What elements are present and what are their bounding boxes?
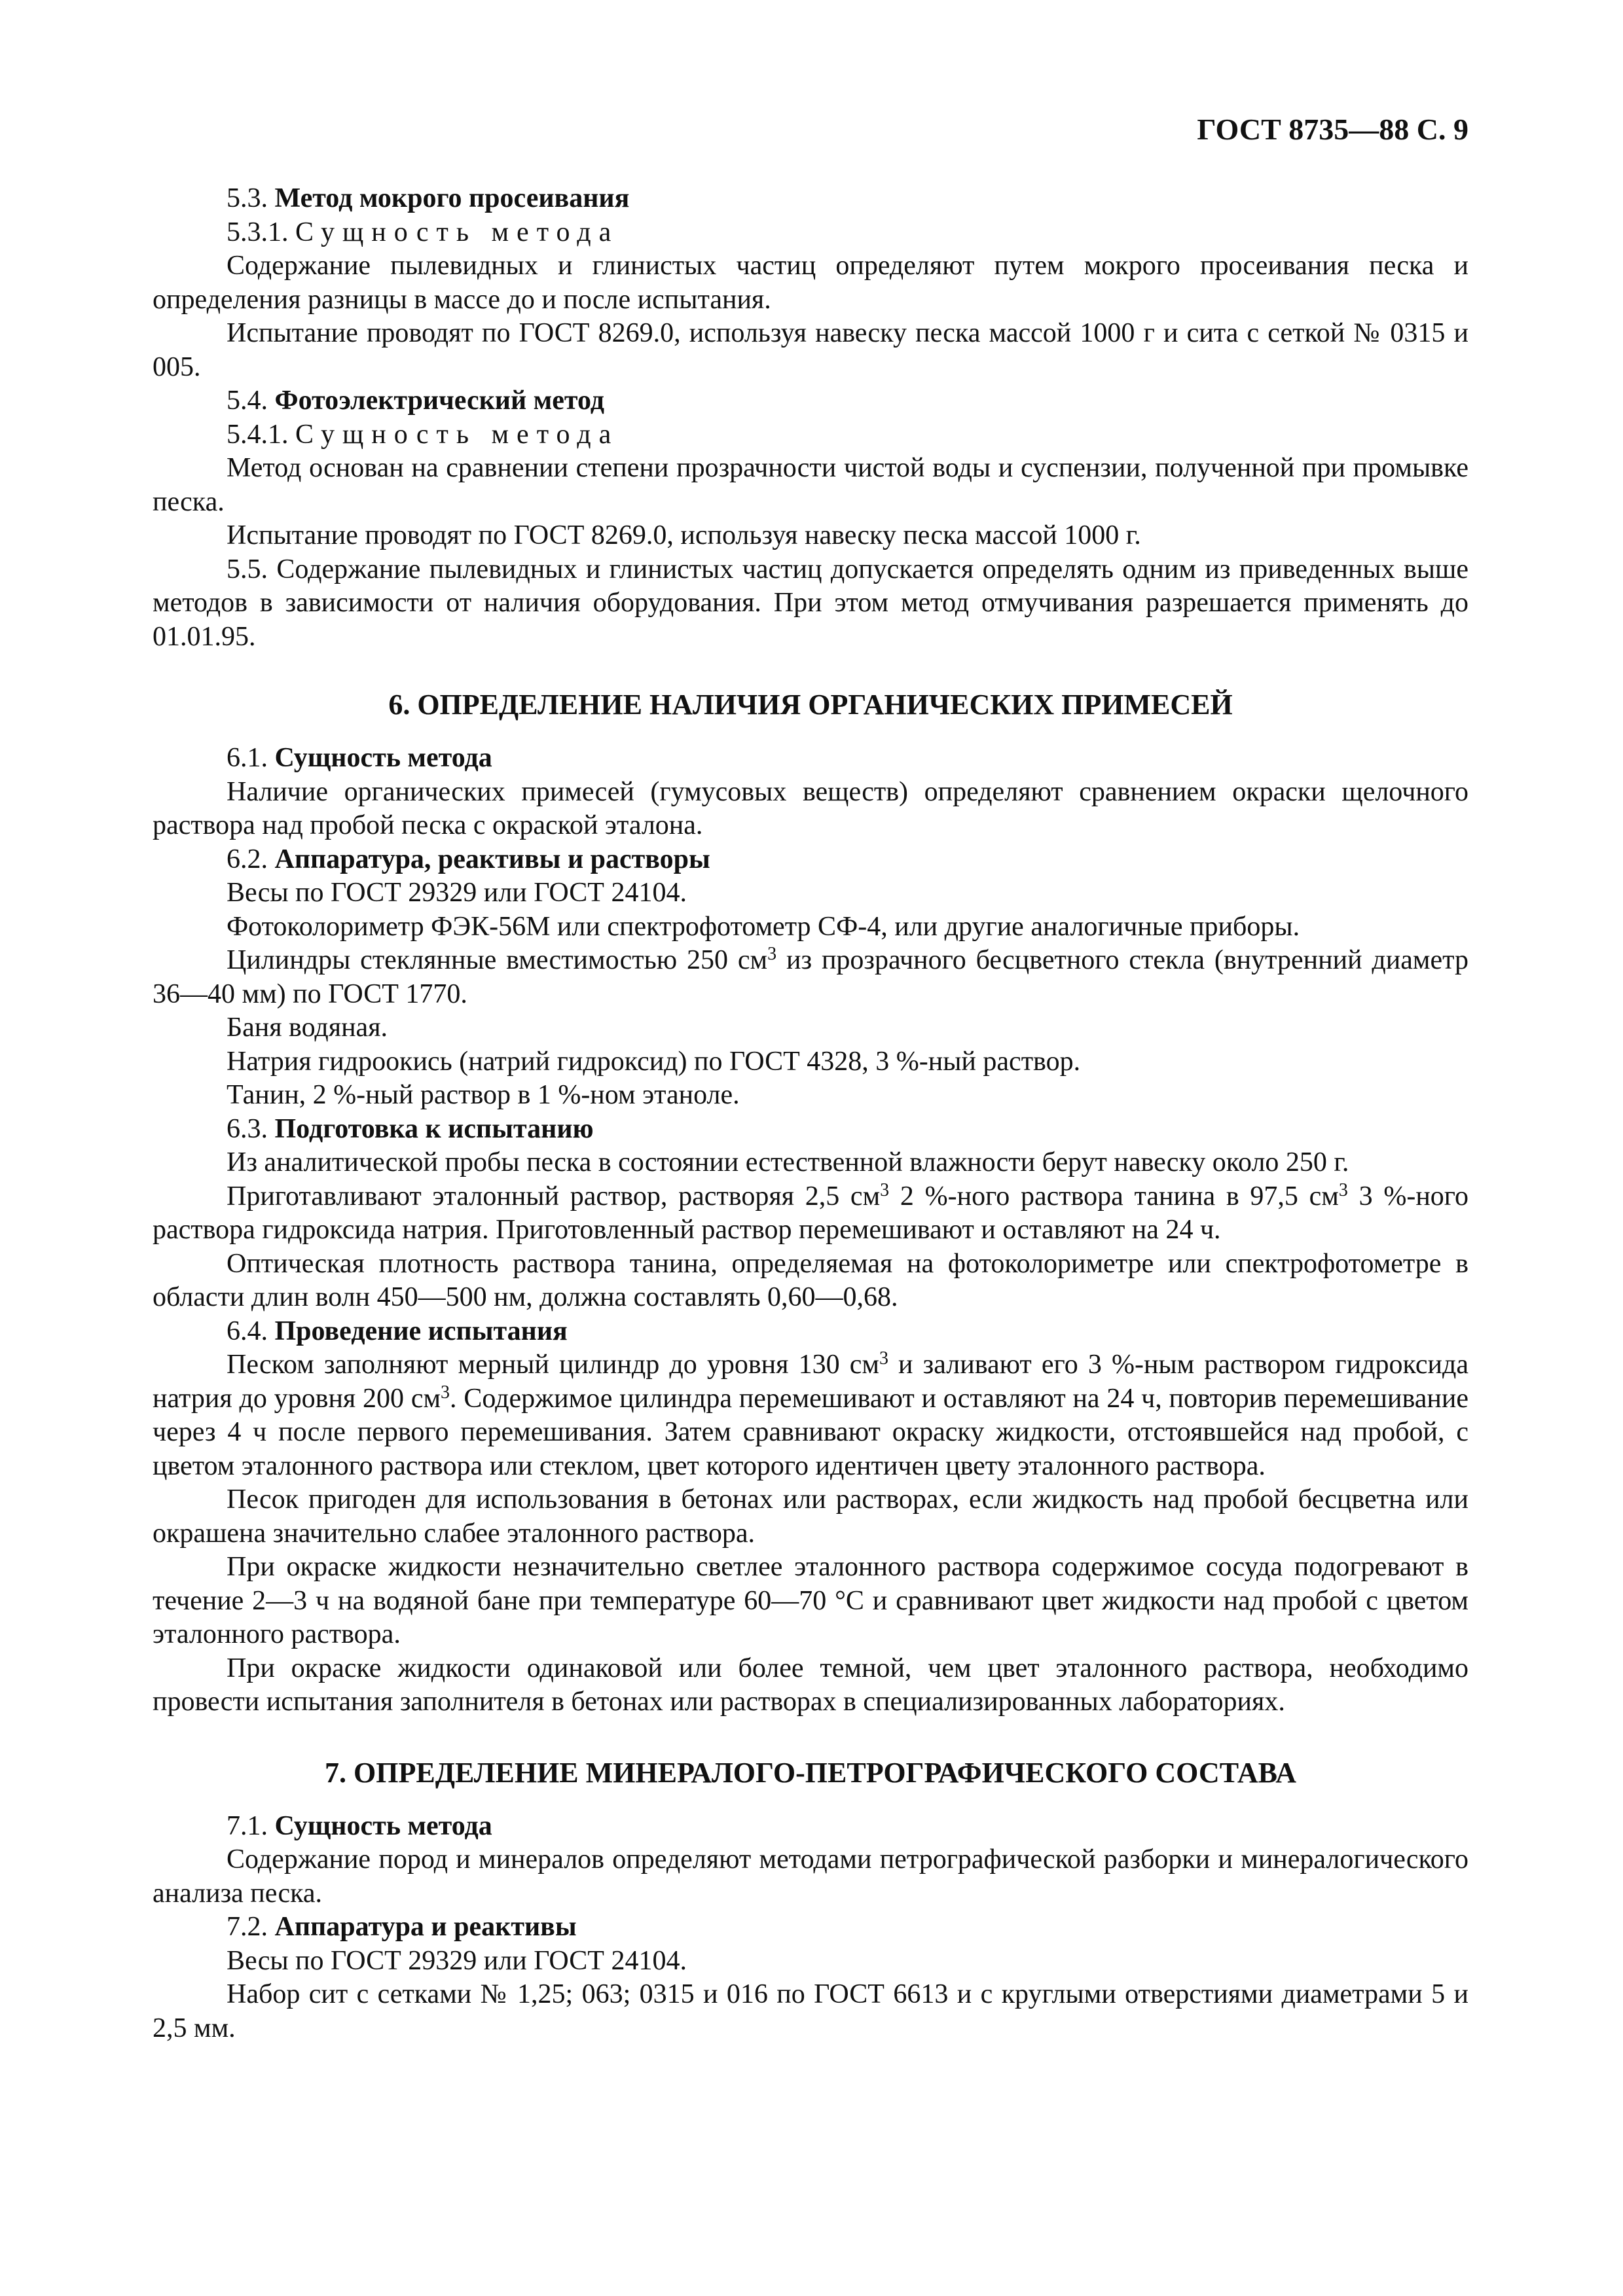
paragraph: Песком заполняют мерный цилиндр до уровня 130 $см^3$ и заливают его 3 %-ным раствором гидроксида натрия до уровня 200 $см^3$. Содержимое цилиндра перемешивают и оставляют на 24 ч, повторив перемешивание через 4 ч после первого перемешивания. Затем сравнивают окраску жидкости, отстоявшейся над пробой, с цветом эталонного раствора или стеклом, цвет которого идентичен цвету эталонного раствора. [153, 1348, 1468, 1481]
document-body [153, 182, 1468, 2045]
section-7-heading: 7. ОПРЕДЕЛЕНИЕ МИНЕРАЛОГО-ПЕТРОГРАФИЧЕСКОГО СОСТАВА [325, 1756, 1296, 1789]
paragraph: Оптическая плотность раствора танина, определяемая на фотоколориметре или спектрофотометре в области длин волн 450—500 нм, должна составлять 0,60—0,68. [153, 1248, 1468, 1312]
running-header: ГОСТ 8735—88 С. 9 [1197, 113, 1468, 146]
paragraph: Песок пригоден для использования в бетонах или растворах, если жидкость над пробой бесцветна или окрашена значительно слабее эталонного раствора. [153, 1484, 1468, 1549]
paragraph: Из аналитической пробы песка в состоянии естественной влажности берут навеску около 250 г. [227, 1147, 1349, 1177]
section-6-3-title: 6.3. Подготовка к испытанию [227, 1113, 594, 1144]
list-item: Цилиндры стеклянные вместимостью 250 $см^3$ из прозрачного бесцветного стекла (внутренний диаметр 36—40 мм) по ГОСТ 1770. [153, 944, 1468, 1009]
paragraph: При окраске жидкости незначительно светлее эталонного раствора содержимое сосуда подогревают в течение 2—3 ч на водяной бане при температуре 60—70 °С и сравнивают цвет жидкости над пробой с цветом эталонного раствора. [153, 1552, 1468, 1649]
paragraph: Испытание проводят по ГОСТ 8269.0, используя навеску песка массой 1000 г. [227, 520, 1141, 550]
section-7-1-title: 7.1. Сущность метода [227, 1810, 492, 1841]
section-5-5-paragraph: 5.5. Содержание пылевидных и глинистых частиц допускается определять одним из приведенных выше методов в зависимости от наличия оборудования. При этом метод отмучивания разрешается применять до 01.01.95. [153, 554, 1468, 652]
paragraph: Испытание проводят по ГОСТ 8269.0, используя навеску песка массой 1000 г и сита с сеткой № 0315 и 005. [153, 318, 1468, 382]
section-5-4-1-title: 5.4.1. Сущность метода [227, 419, 619, 450]
section-5-3-title: 5.3. Метод мокрого просеивания [227, 183, 630, 213]
list-item: Баня водяная. [227, 1013, 388, 1043]
document-page [153, 111, 1468, 2045]
paragraph: Приготавливают эталонный раствор, растворяя 2,5 $см^3$ 2 %-ного раствора танина в 97,5 $см^3$ 3 %-ного раствора гидроксида натрия. Приготовленный раствор перемешивают и оставляют на 24 ч. [153, 1179, 1468, 1245]
paragraph: Весы по ГОСТ 29329 или ГОСТ 24104. [227, 1945, 687, 1976]
section-5-3-1-title: 5.3.1. Сущность метода [227, 217, 619, 247]
paragraph: Содержание пылевидных и глинистых частиц определяют путем мокрого просеивания песка и определения разницы в массе до и после испытания. [153, 251, 1468, 315]
section-6-4-title: 6.4. Проведение испытания [227, 1316, 568, 1346]
section-6-heading: 6. ОПРЕДЕЛЕНИЕ НАЛИЧИЯ ОРГАНИЧЕСКИХ ПРИМЕСЕЙ [388, 689, 1233, 721]
list-item: Натрия гидроокись (натрий гидроксид) по ГОСТ 4328, 3 %-ный раствор. [227, 1046, 1081, 1077]
section-6-1-title: 6.1. Сущность метода [227, 743, 492, 773]
list-item: Танин, 2 %-ный раствор в 1 %-ном этаноле. [227, 1080, 740, 1110]
paragraph: Содержание пород и минералов определяют методами петрографической разборки и минералогического анализа песка. [153, 1844, 1468, 1909]
section-6-2-title: 6.2. Аппаратура, реактивы и растворы [227, 844, 710, 874]
list-item: Весы по ГОСТ 29329 или ГОСТ 24104. [227, 878, 687, 908]
paragraph: При окраске жидкости одинаковой или более темной, чем цвет эталонного раствора, необходимо провести испытания заполнителя в бетонах или растворах в специализированных лабораториях. [153, 1653, 1468, 1717]
section-5-4-title: 5.4. Фотоэлектрический метод [227, 386, 605, 416]
paragraph: Метод основан на сравнении степени прозрачности чистой воды и суспензии, полученной при промывке песка. [153, 453, 1468, 517]
paragraph: Наличие органических примесей (гумусовых веществ) определяют сравнением окраски щелочного раствора над пробой песка с окраской эталона. [153, 776, 1468, 840]
list-item: Фотоколориметр ФЭК-56М или спектрофотометр СФ-4, или другие аналогичные приборы. [227, 911, 1300, 942]
paragraph: Набор сит с сетками № 1,25; 063; 0315 и 016 по ГОСТ 6613 и с круглыми отверстиями диаметрами 5 и 2,5 мм. [153, 1979, 1468, 2043]
section-7-2-title: 7.2. Аппаратура и реактивы [227, 1912, 577, 1942]
